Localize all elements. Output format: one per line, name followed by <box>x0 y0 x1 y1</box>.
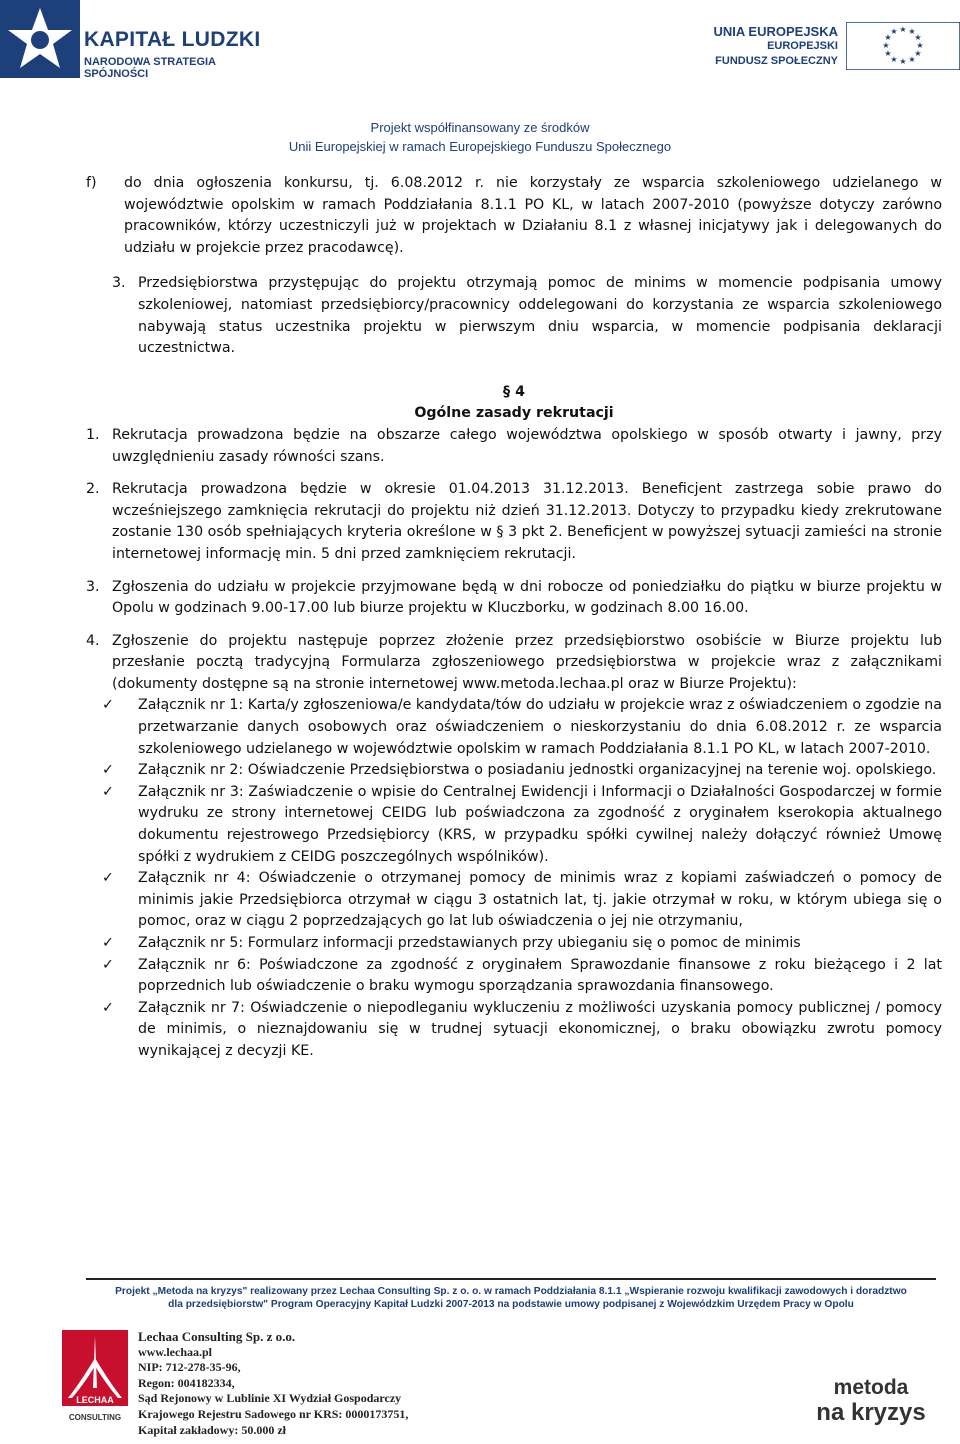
document-body <box>86 173 942 1063</box>
svg-text:★: ★ <box>884 49 892 58</box>
svg-text:★: ★ <box>908 55 916 64</box>
kapital-ludzki-logo <box>0 0 270 78</box>
company-krs: Krajowego Rejestru Sadowego nr KRS: 0000173751, <box>138 1406 409 1421</box>
attachment-text: Załącznik nr 5: Formularz informacji przedstawianych przy ubieganiu się o pomoc de minimis <box>138 935 801 951</box>
svg-text:★: ★ <box>916 41 924 50</box>
section-number: § 4 <box>503 383 525 400</box>
check-icon: ✓ <box>102 762 114 779</box>
rule-item <box>86 479 942 565</box>
rule-number: 2. <box>86 481 100 498</box>
kapital-ludzki-title: KAPITAŁ LUDZKI <box>84 28 261 51</box>
svg-text:★: ★ <box>914 33 922 42</box>
list-item-3-participation <box>112 273 942 359</box>
eu-line-3: FUNDUSZ SPOŁECZNY <box>715 55 838 67</box>
cofinancing-notice <box>0 118 960 156</box>
attachment-text: Załącznik nr 3: Zaświadczenie o wpisie do Centralnej Ewidencji i Informacji o Działalności Gospodarczej w formie wydruku ze strony internetowej CEIDG lub poświadczona za zgodność z oryginałem kserokopia aktualnego dokumentu rejestrowego Przedsiębiorcy (KRS, w przypadku spółki cywilnej należy dołączyć również Umowę spółki z wydrukiem z CEIDG poszczególnych wspólników). <box>138 783 942 865</box>
attachment-item <box>102 868 942 933</box>
check-icon: ✓ <box>102 956 114 973</box>
footer-note-line-1: Projekt „Metoda na kryzys" realizowany przez Lechaa Consulting Sp. z o. o. w ramach Poddziałania 8.1.1 „Wspieranie rozwoju kwalifikacji zawodowych i doradztwo <box>115 1286 907 1297</box>
list-item-f <box>86 173 942 259</box>
metoda-logo-line-2: na kryzys <box>816 1399 926 1426</box>
section-title: Ogólne zasady rekrutacji <box>414 405 614 422</box>
attachment-text: Załącznik nr 7: Oświadczenie o niepodleganiu wykluczeniu z możliwości uzyskania pomocy publicznej / pomocy de minimis, o nieznajdowaniu się w trudnej sytuacji ekonomicznej, o braku obowiązku zwrotu pomocy wynikającej z decyzji KE. <box>138 999 942 1059</box>
footer-note-line-2: dla przedsiębiorstw" Program Operacyjny Kapitał Ludzki 2007-2013 na podstawie umowy podpisanej z Wojewódzkim Urzędem Pracy w Opolu <box>168 1299 854 1310</box>
svg-text:★: ★ <box>890 55 898 64</box>
attachment-text: Załącznik nr 6: Poświadczone za zgodność z oryginałem Sprawozdanie finansowe z roku bieżącego i 2 lat poprzednich lub oświadczenie o braku wymogu sporządzania sprawozdania finansowego. <box>138 956 942 995</box>
eu-fund-label <box>714 24 838 69</box>
check-icon: ✓ <box>102 999 114 1016</box>
company-regon: Regon: 004182334, <box>138 1375 235 1390</box>
check-icon: ✓ <box>102 935 114 951</box>
attachment-item <box>102 695 942 760</box>
kapital-ludzki-subtitle: NARODOWA STRATEGIA SPÓJNOŚCI <box>84 56 216 80</box>
footer-divider <box>86 1278 936 1280</box>
attachment-item <box>102 955 942 998</box>
company-name: Lechaa Consulting Sp. z o.o. <box>138 1329 296 1344</box>
list-item-text: do dnia ogłoszenia konkursu, tj. 6.08.2012 r. nie korzystały ze wsparcia szkoleniowego udzielanego w województwie opolskim w ramach Poddziałania 8.1.1 PO KL, w latach 2007-2010 (powyższe dotyczy zarówno pracowników, którzy uczestniczyli już w projektach w Działaniu 8.1 z własnej inicjatywy jak i delegowanych do udziału w projekcie przez pracodawcę). <box>124 175 942 256</box>
list-item-number: f) <box>86 175 97 191</box>
attachment-item <box>102 782 942 868</box>
rule-item <box>86 425 942 468</box>
check-icon: ✓ <box>102 697 114 714</box>
rule-text: Rekrutacja prowadzona będzie na obszarze całego województwa opolskiego w sposób otwarty i jawny, przy uwzględnieniu zasady równości szans. <box>112 426 942 465</box>
cofinancing-line-1: Projekt współfinansowany ze środków <box>370 120 590 135</box>
attachment-text: Załącznik nr 1: Karta/y zgłoszeniowa/e kandydata/tów do udziału w projekcie wraz z oświadczeniem o zgodzie na przetwarzanie danych osobowych oraz oświadczeniem o nieskorzystaniu do dnia 6.08.2012 r. ze wsparcia szkoleniowego udzielanego w województwie opolskim w ramach Poddziałania 8.1.1 PO KL, w latach 2007-2010. <box>138 697 942 757</box>
attachment-item <box>102 760 942 782</box>
cofinancing-line-2: Unii Europejskiej w ramach Europejskiego Funduszu Społecznego <box>288 139 672 154</box>
eu-line-2: EUROPEJSKI <box>767 40 838 52</box>
eu-line-1: UNIA EUROPEJSKA <box>713 24 838 39</box>
list-item-text: Przedsiębiorstwa przystępując do projektu otrzymają pomoc de minims w momencie podpisania umowy szkoleniowej, natomiast przedsiębiorcy/pracownicy oddelegowani do korzystania ze wsparcia szkoleniowego nabywają status uczestnika projektu w pierwszym dniu wsparcia, w momencie podpisania deklaracji uczestnictwa. <box>138 275 942 357</box>
kapital-ludzki-star-icon <box>0 0 80 78</box>
svg-text:★: ★ <box>890 27 898 36</box>
list-item-number: 3. <box>112 275 126 292</box>
attachment-text: Załącznik nr 2: Oświadczenie Przedsiębiorstwa o posiadaniu jednostki organizacyjnej na terenie woj. opolskiego. <box>138 762 937 779</box>
rule-number: 4. <box>86 632 100 649</box>
svg-text:★: ★ <box>884 33 892 42</box>
attachment-item <box>102 933 942 955</box>
footer-project-note <box>86 1285 936 1311</box>
company-court: Sąd Rejonowy w Lublinie XI Wydział Gospodarczy <box>138 1391 402 1406</box>
svg-text:★: ★ <box>908 27 916 36</box>
lechaa-consulting-logo <box>60 1328 130 1426</box>
rule-text: Zgłoszenie do projektu następuje poprzez złożenie przez przedsiębiorstwo osobiście w Biurze projektu lub przesłanie pocztą tradycyjną Formularza zgłoszeniowego przedsiębiorstwa w projekcie wraz z załącznikami (dokumenty dostępne są na stronie internetowej www.metoda.lechaa.pl oraz w Biurze Projektu): <box>112 632 942 692</box>
company-capital: Kapitał zakładowy: 50.000 zł <box>138 1422 287 1437</box>
metoda-logo-line-1: metoda <box>833 1376 909 1399</box>
lechaa-logo-subtext: CONSULTING <box>68 1413 122 1422</box>
company-website: www.lechaa.pl <box>138 1344 213 1359</box>
attachment-list <box>102 695 942 1062</box>
svg-text:★: ★ <box>882 41 890 50</box>
check-icon: ✓ <box>102 783 114 800</box>
svg-text:★: ★ <box>914 49 922 58</box>
svg-text:★: ★ <box>899 25 907 34</box>
metoda-na-kryzys-logo <box>806 1376 936 1438</box>
check-icon: ✓ <box>102 870 114 887</box>
company-details <box>138 1329 408 1438</box>
svg-text:★: ★ <box>899 57 907 66</box>
rule-text: Zgłoszenia do udziału w projekcie przyjmowane będą w dni robocze od poniedziałku do piątku w biurze projektu w Opolu w godzinach 9.00-17.00 lub biurze projektu w Kluczborku, w godzinach 8.00 16.00. <box>112 578 942 617</box>
eu-flag-icon <box>846 22 960 70</box>
attachment-item <box>102 998 942 1063</box>
company-nip: NIP: 712-278-35-96, <box>138 1360 241 1375</box>
rule-number: 1. <box>86 426 100 443</box>
rule-item <box>86 631 942 696</box>
rule-item <box>86 577 942 620</box>
lechaa-logo-text: LECHAA <box>76 1395 114 1405</box>
rule-number: 3. <box>86 578 100 595</box>
attachment-text: Załącznik nr 4: Oświadczenie o otrzymanej pomocy de minimis wraz z kopiami zaświadczeń o pomocy de minimis jakie Przedsiębiorca otrzymał w ciągu 3 ostatnich lat, tj. jakie otrzymał w roku, w którym ubiega się o pomoc, oraz w ciągu 2 poprzedzających go lat lub oświadczenia o jej nie otrzymaniu, <box>138 870 942 930</box>
rule-text: Rekrutacja prowadzona będzie w okresie 01.04.2013 31.12.2013. Beneficjent zastrzega sobie prawo do wcześniejszego zamknięcia rekrutacji do projektu niż dzień 31.12.2013. Dotyczy to przypadku kiedy zrekrutowane zostanie 130 osób spełniających kryteria określone w § 3 pkt 2. Beneficjent w powyższej sytuacji zamieści na stronie internetowej informację min. 5 dni przed zamknięciem rekrutacji. <box>112 481 942 562</box>
